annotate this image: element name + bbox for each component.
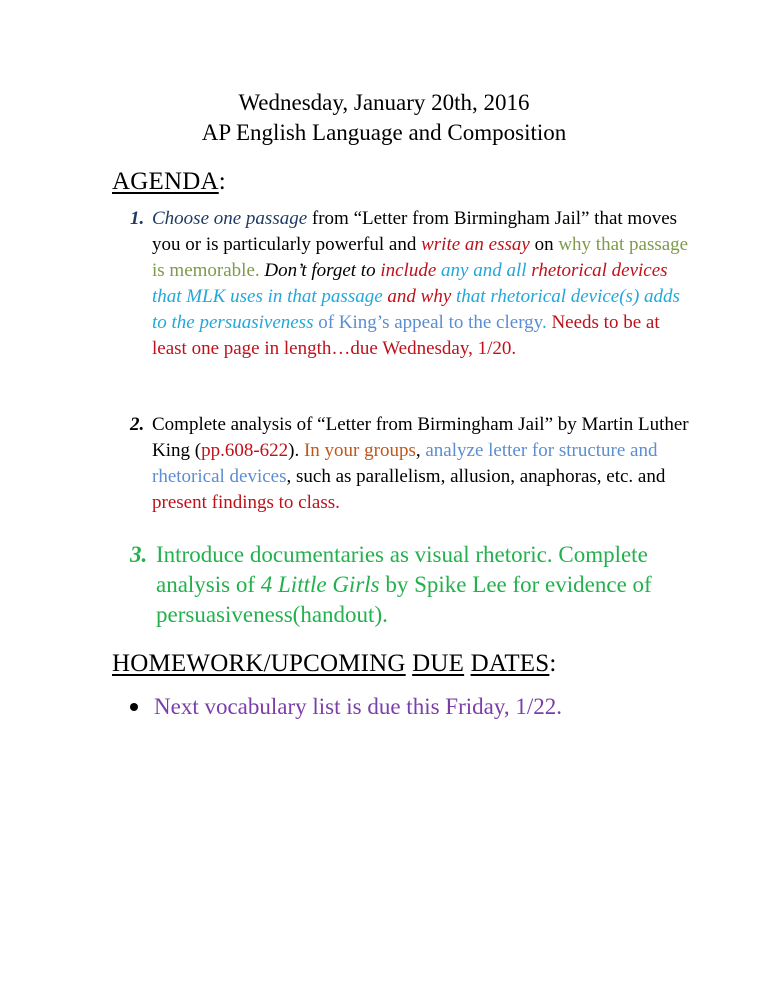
seg: that MLK uses in that passage [152, 286, 383, 307]
seg: ). [288, 440, 304, 461]
seg: pp.608-622 [201, 440, 289, 461]
agenda-item-number: 3. [130, 542, 148, 567]
seg: present findings to class. [152, 492, 340, 513]
agenda-heading-colon: : [218, 168, 226, 195]
seg: and why [387, 286, 452, 307]
seg: Introduce documentaries as visual rhetoric. Complete analysis of [156, 542, 648, 597]
seg: by Spike Lee for evidence of persuasiveness(handout). [156, 572, 652, 627]
agenda-heading-text: AGENDA [112, 168, 219, 195]
seg: Choose one passage [152, 208, 308, 229]
seg: Don’t forget to [264, 260, 381, 281]
seg: . [541, 312, 552, 333]
seg: Needs to be at least one page in length…due Wednesday, 1/20. [152, 312, 660, 359]
seg: write an essay [421, 234, 530, 255]
seg: of King’s appeal to the clergy [313, 312, 542, 333]
agenda-item-1 [130, 206, 690, 362]
seg: why that passage is memorable. [152, 234, 689, 281]
seg: Complete analysis of “Letter from Birmingham Jail” by Martin Luther King ( [152, 414, 689, 461]
homework-heading [112, 650, 557, 678]
seg: any and all [441, 260, 527, 281]
course-title: AP English Language and Composition [201, 120, 567, 145]
seg: 4 Little Girls [260, 572, 380, 597]
agenda-item-3 [130, 540, 710, 630]
seg: include [380, 260, 437, 281]
homework-heading-part3: DATES [470, 650, 550, 677]
homework-heading-part1: HOMEWORK/UPCOMING [112, 650, 406, 677]
homework-heading-part2: DUE [412, 650, 465, 677]
seg: that rhetorical device(s) adds to the persuasiveness [152, 286, 680, 333]
date-title: Wednesday, January 20th, 2016 [238, 90, 530, 115]
seg: rhetorical devices [531, 260, 668, 281]
homework-heading-colon: : [549, 650, 557, 677]
seg: , [415, 440, 426, 461]
seg: on [529, 234, 559, 255]
agenda-item-body [130, 540, 710, 630]
seg: , such as parallelism, allusion, anaphoras, etc. and [286, 466, 666, 487]
agenda-item-number: 2. [130, 414, 145, 435]
agenda-item-number: 1. [130, 208, 145, 229]
homework-bullet-text: Next vocabulary list is due this Friday, 1/22. [154, 694, 562, 719]
agenda-item-body [130, 412, 690, 516]
seg: In your groups [303, 440, 416, 461]
agenda-item-2 [130, 412, 690, 516]
bullet-dot-icon [130, 703, 138, 711]
homework-bullet-item [130, 692, 690, 722]
agenda-heading [112, 168, 226, 196]
seg: from “Letter from Birmingham Jail” that moves you or is particularly powerful and [152, 208, 678, 255]
seg: analyze letter for structure and rhetorical devices [152, 440, 658, 487]
agenda-item-body [130, 206, 690, 362]
